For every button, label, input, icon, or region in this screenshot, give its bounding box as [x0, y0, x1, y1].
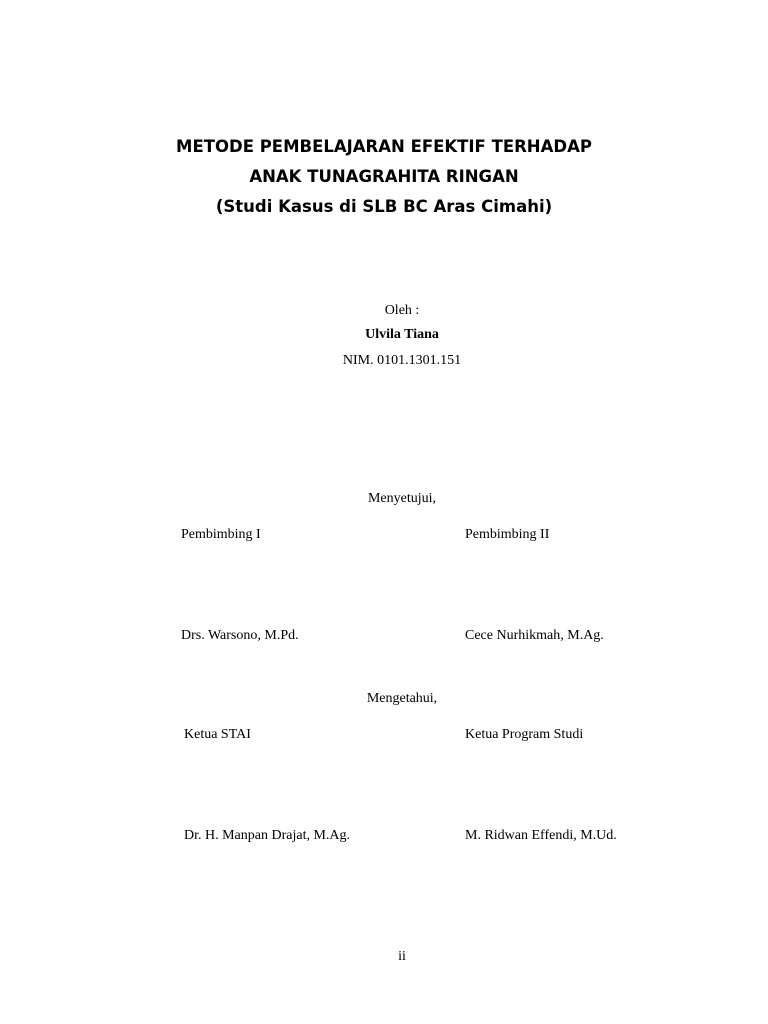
advisor-2-role: Pembimbing II	[465, 527, 550, 542]
official-2-role: Ketua Program Studi	[465, 727, 584, 742]
official-1-name: Dr. H. Manpan Drajat, M.Ag.	[184, 828, 351, 843]
official-1-role: Ketua STAI	[184, 727, 251, 742]
acknowledgement-heading: Mengetahui,	[366, 691, 438, 706]
page-number: ii	[398, 949, 406, 964]
advisor-2-name: Cece Nurhikmah, M.Ag.	[465, 628, 604, 643]
title-line-3: (Studi Kasus di SLB BC Aras Cimahi)	[215, 197, 553, 216]
official-2-name: M. Ridwan Effendi, M.Ud.	[465, 828, 617, 843]
title-line-1: METODE PEMBELAJARAN EFEKTIF TERHADAP	[176, 137, 592, 156]
advisor-1-role: Pembimbing I	[181, 527, 261, 542]
author-nim: NIM. 0101.1301.151	[342, 353, 462, 368]
by-label: Oleh :	[384, 303, 420, 318]
title-line-2: ANAK TUNAGRAHITA RINGAN	[249, 167, 519, 186]
author-name: Ulvila Tiana	[365, 327, 439, 342]
approval-heading: Menyetujui,	[367, 491, 437, 506]
advisor-1-name: Drs. Warsono, M.Pd.	[181, 628, 299, 643]
